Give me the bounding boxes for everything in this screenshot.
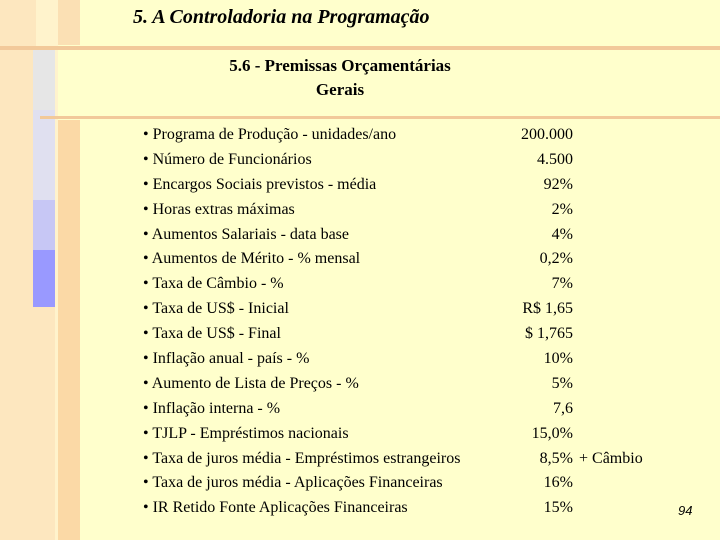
- list-item: [143, 397, 573, 422]
- item-value: 7%: [551, 275, 573, 293]
- decor-bar-lavender: [33, 200, 55, 250]
- subtitle-line-2: Gerais: [315, 80, 365, 99]
- list-item: [143, 173, 573, 198]
- item-value: 15%: [543, 499, 573, 517]
- list-item: [143, 198, 573, 223]
- decor-bar-peach-low: [33, 307, 55, 540]
- list-item: [143, 223, 573, 248]
- decor-bar-gray: [33, 50, 55, 110]
- item-value: 8,5%: [539, 449, 573, 467]
- item-value: 4.500: [537, 150, 573, 168]
- list-item: [143, 347, 573, 372]
- item-label: • Aumentos Salariais - data base: [143, 225, 349, 243]
- list-item: [143, 148, 573, 173]
- item-label: • Taxa de juros média - Empréstimos estrangeiros: [143, 449, 461, 467]
- subtitle-line-1: 5.6 - Premissas Orçamentárias: [229, 56, 451, 75]
- item-value: 2%: [551, 200, 573, 218]
- item-label: • Inflação anual - país - %: [143, 350, 310, 368]
- page-number: 94: [678, 503, 693, 518]
- item-value: 15,0%: [531, 424, 573, 442]
- item-label: • Aumentos de Mérito - % mensal: [143, 250, 361, 268]
- item-label: • Taxa de US$ - Inicial: [143, 300, 289, 318]
- decor-bar-orange-top: [58, 0, 80, 45]
- section-subtitle: [190, 54, 490, 102]
- item-value: 10%: [543, 350, 573, 368]
- list-item: [143, 496, 573, 521]
- item-value: 92%: [543, 175, 573, 193]
- item-extra: + Câmbio: [579, 449, 643, 467]
- list-item: [143, 322, 573, 347]
- item-value: 200.000: [521, 126, 573, 143]
- list-item: [143, 272, 573, 297]
- item-label: • Inflação interna - %: [143, 399, 281, 417]
- item-label: • IR Retido Fonte Aplicações Financeiras: [143, 499, 408, 517]
- list-item: [143, 372, 573, 397]
- item-value: 4%: [551, 225, 573, 243]
- title-underline: [0, 46, 720, 50]
- item-value: 0,2%: [539, 250, 573, 268]
- item-label: • Horas extras máximas: [143, 200, 295, 218]
- decor-bar-peach: [0, 0, 36, 540]
- item-value: 5%: [551, 374, 573, 392]
- list-item: [143, 422, 573, 447]
- list-item: [143, 471, 573, 496]
- decor-bar-orange: [58, 120, 80, 540]
- item-label: • Taxa de juros média - Aplicações Financeiras: [143, 474, 443, 492]
- list-item: [143, 297, 573, 322]
- subtitle-underline: [40, 116, 720, 119]
- decor-bar-light: [33, 110, 55, 200]
- item-value: 7,6: [553, 399, 573, 417]
- item-label: • Taxa de Câmbio - %: [143, 275, 284, 293]
- item-label: • TJLP - Empréstimos nacionais: [143, 424, 349, 442]
- item-label: • Aumento de Lista de Preços - %: [143, 374, 359, 392]
- item-label: • Número de Funcionários: [143, 150, 312, 168]
- page-title: 5. A Controladoria na Programação: [133, 6, 430, 28]
- item-value: $ 1,765: [525, 325, 573, 343]
- decor-bar-blue: [33, 250, 55, 307]
- item-label: • Programa de Produção - unidades/ano: [143, 126, 397, 143]
- item-label: • Encargos Sociais previstos - média: [143, 175, 377, 193]
- item-label: • Taxa de US$ - Final: [143, 325, 281, 343]
- list-item: [143, 123, 573, 148]
- premises-list: [143, 123, 643, 521]
- item-value: 16%: [543, 474, 573, 492]
- list-item: [143, 247, 573, 272]
- list-item: [143, 447, 643, 472]
- item-value: R$ 1,65: [522, 300, 573, 318]
